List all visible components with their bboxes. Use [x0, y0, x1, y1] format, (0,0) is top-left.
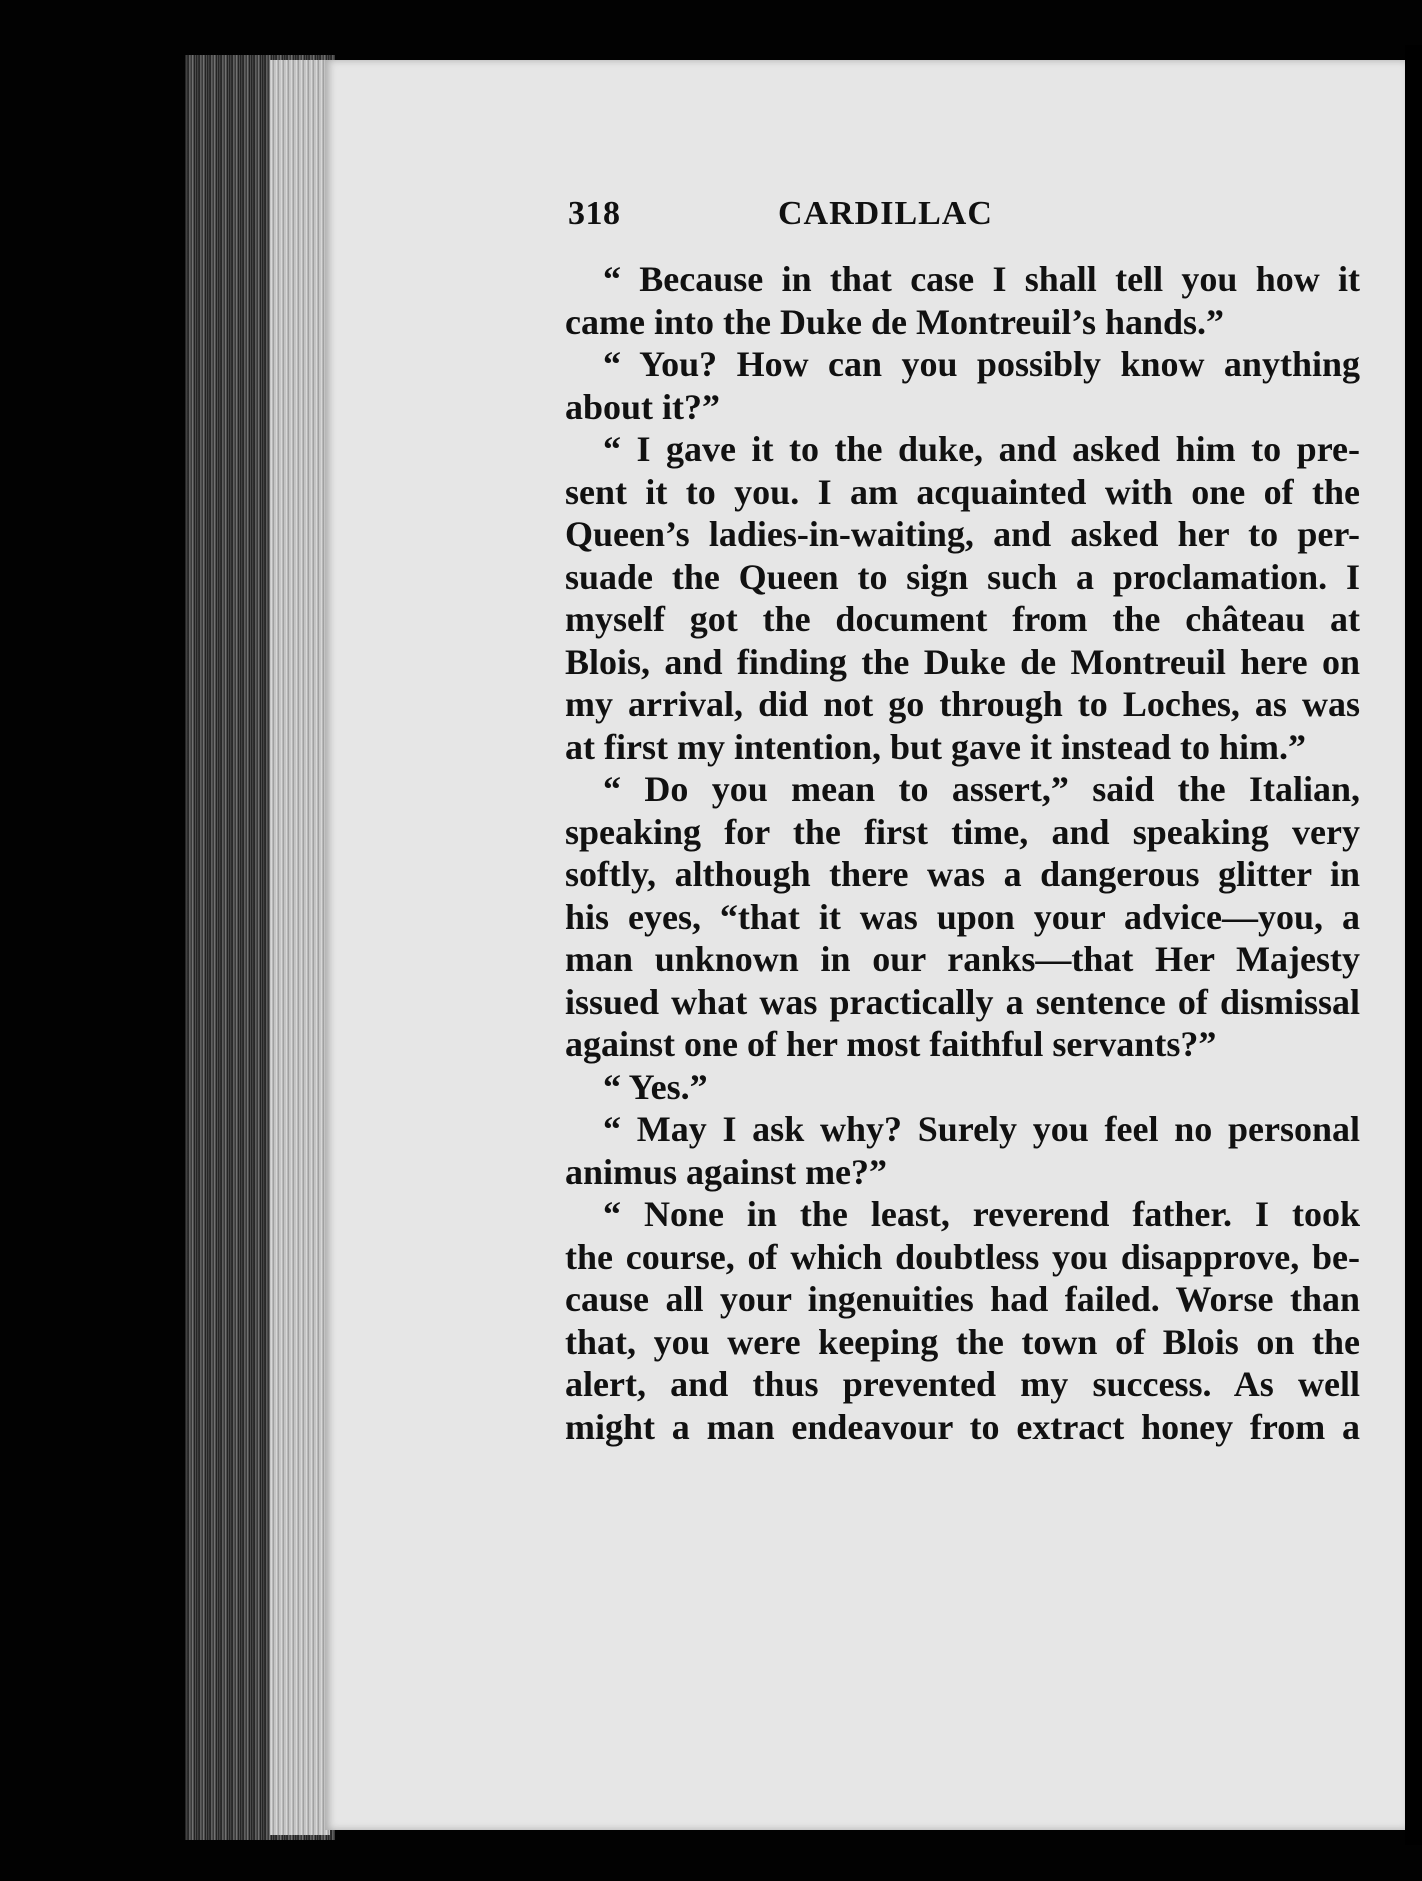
text-line: my arrival, did not go through to Loches, as was	[565, 684, 1360, 724]
text-line: animus against me?”	[565, 1151, 888, 1192]
text-line: the course, of which doubtless you disapprove, be-	[565, 1236, 1360, 1277]
body-text	[565, 258, 1360, 1448]
text-line: about it?”	[565, 386, 721, 427]
text-line: came into the Duke de Montreuil’s hands.”	[565, 301, 1225, 342]
page-number: 318	[568, 195, 621, 232]
text-line: that, you were keeping the town of Blois on the	[565, 1321, 1360, 1362]
text-line: “ Do you mean to assert,” said the Italian,	[603, 769, 1360, 809]
text-line: Blois, and finding the Duke de Montreuil here on	[565, 641, 1360, 682]
text-line: “ You? How can you possibly know anything	[603, 344, 1360, 384]
text-line: his eyes, “that it was upon your advice—you, a	[565, 896, 1360, 937]
text-line: myself got the document from the château at	[565, 599, 1360, 639]
text-line: might a man endeavour to extract honey from a	[565, 1406, 1360, 1447]
text-line: sent it to you. I am acquainted with one of the	[565, 471, 1360, 512]
running-head	[568, 195, 1388, 243]
text-line: speaking for the first time, and speaking very	[565, 811, 1360, 852]
text-line: “ None in the least, reverend father. I took	[603, 1194, 1360, 1234]
page-title: CARDILLAC	[778, 195, 993, 232]
text-line: “ I gave it to the duke, and asked him to pre-	[603, 429, 1360, 469]
text-line: “ Because in that case I shall tell you how it	[603, 259, 1360, 299]
text-line: suade the Queen to sign such a proclamation. I	[565, 556, 1360, 597]
text-line: cause all your ingenuities had failed. Worse than	[565, 1279, 1360, 1319]
text-line: at first my intention, but gave it instead to him.”	[565, 726, 1306, 767]
text-line: issued what was practically a sentence of dismissal	[565, 981, 1360, 1022]
text-line: “ May I ask why? Surely you feel no personal	[603, 1109, 1360, 1149]
text-line: against one of her most faithful servants?”	[565, 1024, 1217, 1064]
text-line: man unknown in our ranks—that Her Majesty	[565, 939, 1360, 979]
text-line: Queen’s ladies-in-waiting, and asked her to per-	[565, 514, 1360, 554]
right-margin-shadow	[1405, 45, 1422, 1845]
text-line: alert, and thus prevented my success. As well	[565, 1364, 1360, 1404]
text-line: “ Yes.”	[603, 1066, 708, 1107]
text-line: softly, although there was a dangerous glitter in	[565, 854, 1360, 894]
page-edges-inner	[270, 60, 330, 1835]
